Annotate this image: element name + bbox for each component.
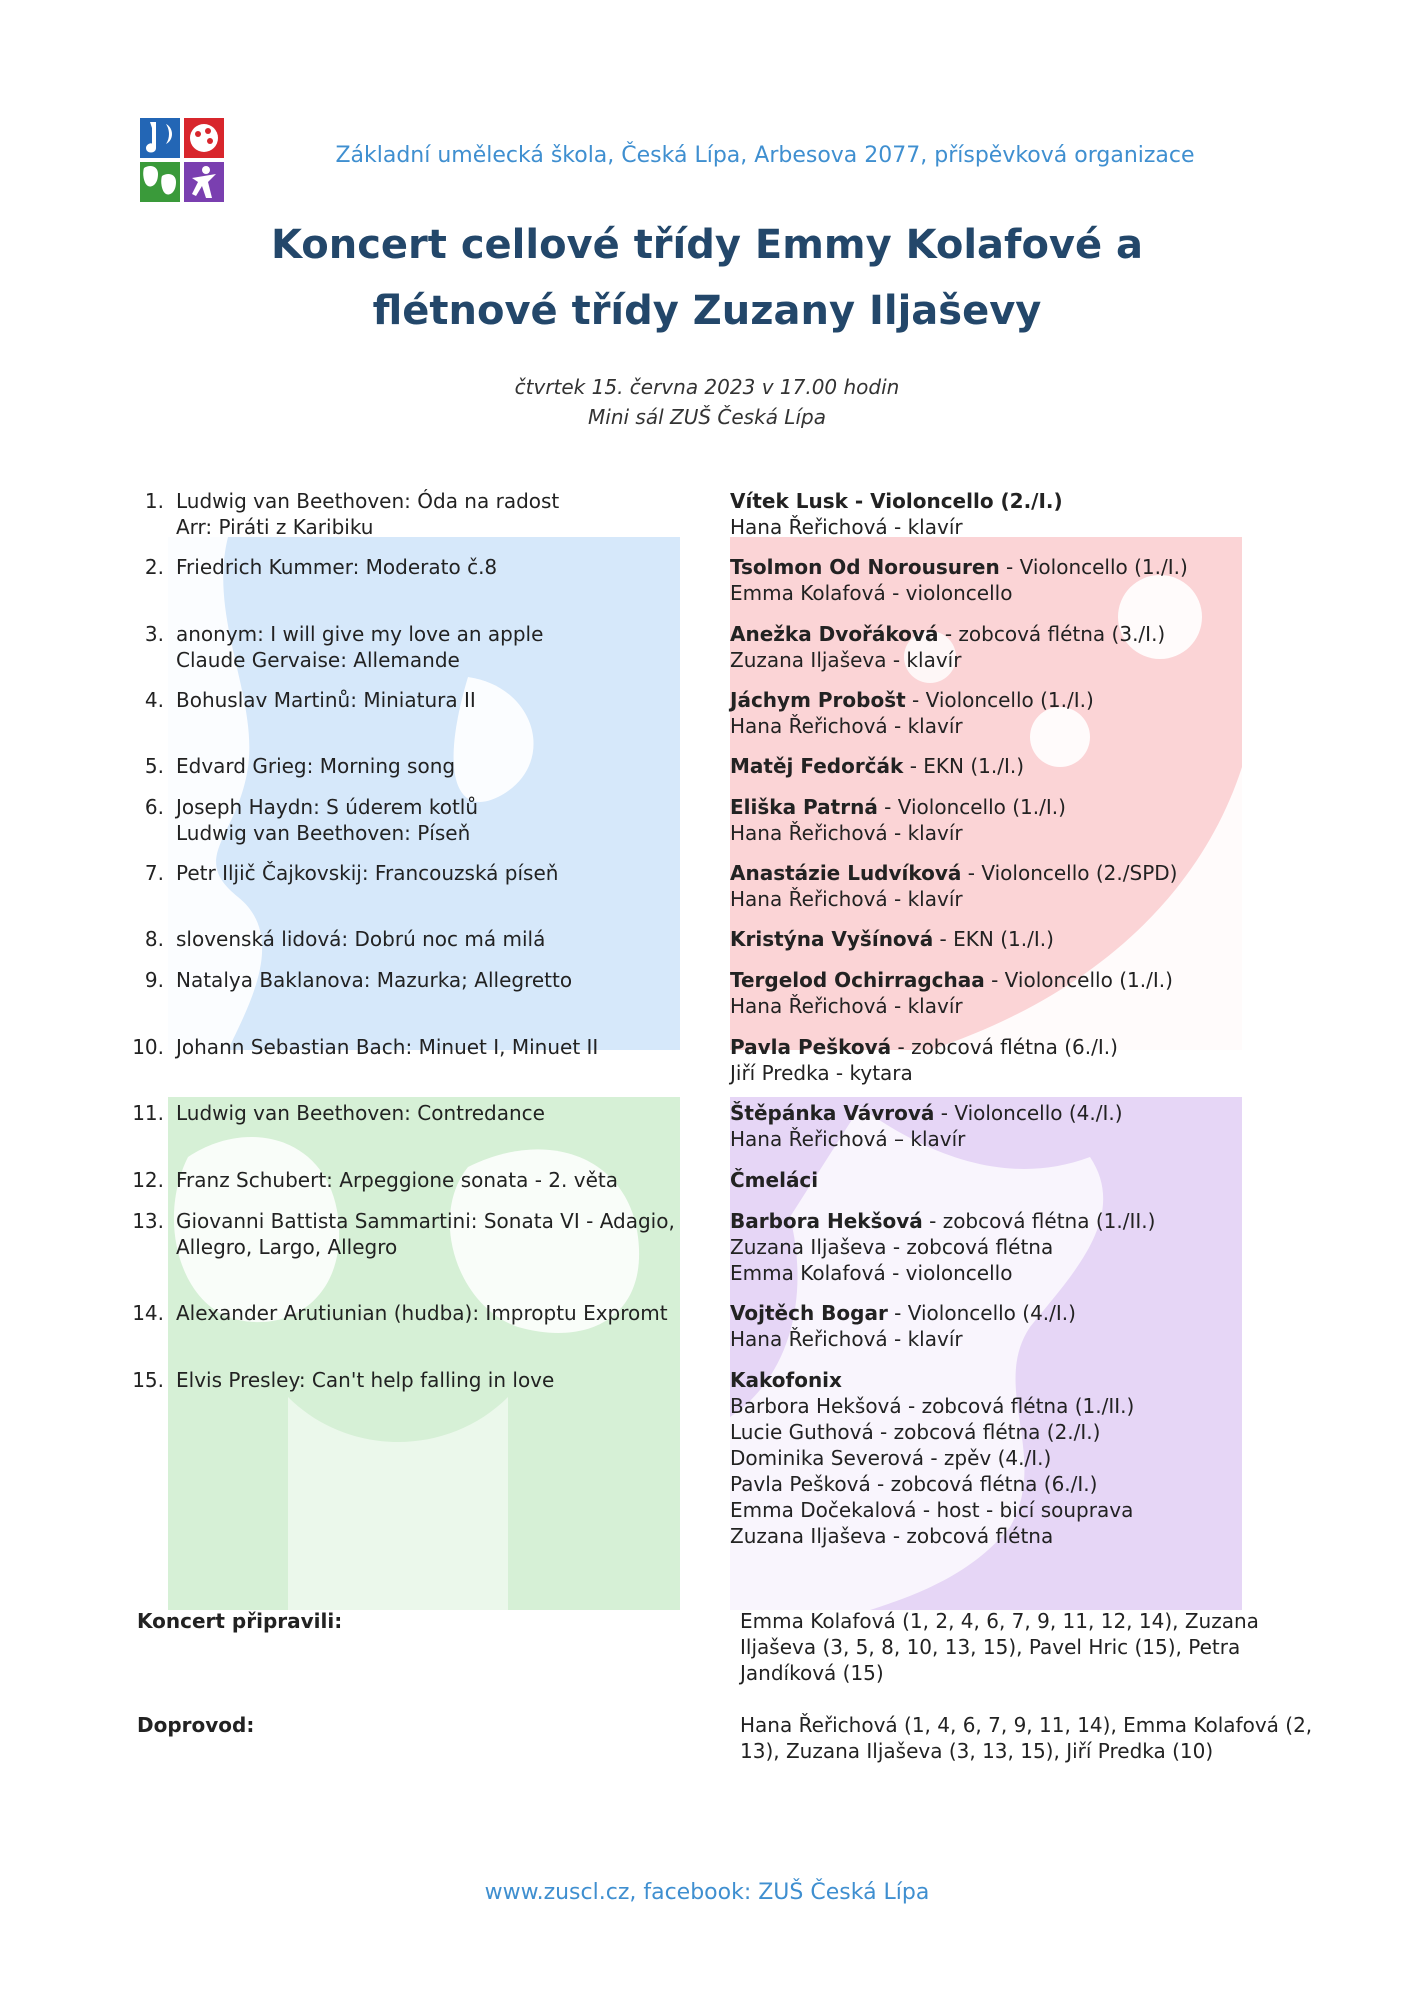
item-performers bbox=[730, 488, 1260, 540]
performer-line bbox=[730, 926, 1260, 952]
performer-detail: Pavla Pešková - zobcová flétna (6./I.) bbox=[730, 1472, 1098, 1496]
item-number: 9. bbox=[144, 968, 164, 992]
piece-line: Giovanni Battista Sammartini: Sonata VI - Adagio, bbox=[176, 1209, 675, 1233]
item-number: 2. bbox=[144, 555, 164, 579]
performer-line bbox=[730, 554, 1260, 580]
performer-line bbox=[730, 1300, 1260, 1326]
performer-line bbox=[730, 1367, 1260, 1393]
piece-line: Natalya Baklanova: Mazurka; Allegretto bbox=[176, 968, 573, 992]
accompaniment-label: Doprovod: bbox=[137, 1713, 255, 1737]
performer-name: Štěpánka Vávrová bbox=[730, 1101, 935, 1125]
credit-line: Iljaševa (3, 5, 8, 10, 13, 15), Pavel Hric (15), Petra bbox=[740, 1635, 1241, 1659]
performer-line bbox=[730, 1260, 1260, 1286]
performer-line bbox=[730, 1126, 1260, 1152]
credit-line: Jandíková (15) bbox=[740, 1661, 884, 1685]
item-piece bbox=[176, 753, 696, 779]
piece-line: Ludwig van Beethoven: Píseň bbox=[176, 821, 471, 845]
title-line-2: flétnové třídy Zuzany Iljaševy bbox=[372, 288, 1042, 334]
performer-name: Eliška Patrná bbox=[730, 795, 878, 819]
item-piece bbox=[176, 687, 696, 713]
performer-detail: - Violoncello (1./I.) bbox=[999, 555, 1188, 579]
item-performers bbox=[730, 687, 1260, 739]
performer-line bbox=[730, 993, 1260, 1019]
performer-line bbox=[730, 1326, 1260, 1352]
item-piece bbox=[176, 1367, 696, 1393]
school-logo bbox=[140, 118, 224, 202]
performer-name: Jáchym Probošt bbox=[730, 688, 906, 712]
item-performers bbox=[730, 967, 1260, 1019]
performer-detail: - Violoncello (1./I.) bbox=[905, 688, 1094, 712]
performer-line bbox=[730, 1445, 1260, 1471]
performer-name: Čmeláci bbox=[730, 1168, 819, 1192]
palette-logo-icon bbox=[184, 118, 224, 158]
performer-detail: - Violoncello (4./I.) bbox=[887, 1301, 1076, 1325]
performer-line bbox=[730, 860, 1260, 886]
performer-line bbox=[730, 488, 1260, 514]
performer-detail: Dominika Severová - zpěv (4./I.) bbox=[730, 1446, 1052, 1470]
item-piece bbox=[176, 1034, 696, 1060]
item-number: 15. bbox=[132, 1368, 164, 1392]
performer-line bbox=[730, 886, 1260, 912]
performer-line bbox=[730, 514, 1260, 540]
footer-links[interactable]: www.zuscl.cz, facebook: ZUŠ Česká Lípa bbox=[484, 1880, 930, 1905]
item-number: 1. bbox=[144, 489, 164, 513]
item-number: 5. bbox=[144, 754, 164, 778]
performer-name: Anastázie Ludvíková bbox=[730, 861, 962, 885]
item-performers bbox=[730, 794, 1260, 846]
performer-detail: - Violoncello (1./I.) bbox=[984, 968, 1173, 992]
item-performers bbox=[730, 1100, 1260, 1152]
performer-name: Vojtěch Bogar bbox=[730, 1301, 888, 1325]
performer-line bbox=[730, 1471, 1260, 1497]
item-piece bbox=[176, 1100, 696, 1126]
masks-logo-icon bbox=[140, 162, 180, 202]
performer-name: Vítek Lusk - Violoncello (2./I.) bbox=[730, 489, 1063, 513]
title-line-1: Koncert cellové třídy Emmy Kolafové a bbox=[270, 222, 1144, 268]
credit-line: Emma Kolafová (1, 2, 4, 6, 7, 9, 11, 12, 14), Zuzana bbox=[740, 1609, 1259, 1633]
performer-line bbox=[730, 1100, 1260, 1126]
performer-name: Tergelod Ochirragchaa bbox=[730, 968, 985, 992]
performer-line bbox=[730, 647, 1260, 673]
performer-name: Barbora Hekšová bbox=[730, 1209, 923, 1233]
performer-detail: Hana Řeřichová - klavír bbox=[730, 887, 963, 911]
performer-line bbox=[730, 1060, 1260, 1086]
prepared-by bbox=[740, 1608, 1300, 1686]
performer-detail: - Violoncello (1./I.) bbox=[877, 795, 1066, 819]
item-piece bbox=[176, 1208, 696, 1260]
item-piece bbox=[176, 554, 696, 580]
item-number: 12. bbox=[132, 1168, 164, 1192]
performer-line bbox=[730, 1234, 1260, 1260]
item-performers bbox=[730, 753, 1260, 779]
performer-detail: Hana Řeřichová – klavír bbox=[730, 1127, 966, 1151]
performer-name: Anežka Dvořáková bbox=[730, 622, 939, 646]
performer-line bbox=[730, 1167, 1260, 1193]
performer-line bbox=[730, 687, 1260, 713]
item-piece bbox=[176, 1300, 696, 1326]
piece-line: Arr: Piráti z Karibiku bbox=[176, 515, 374, 539]
music-logo-icon bbox=[140, 118, 180, 158]
performer-detail: Hana Řeřichová - klavír bbox=[730, 515, 963, 539]
accompaniment bbox=[740, 1712, 1340, 1764]
item-performers bbox=[730, 1300, 1260, 1352]
item-piece bbox=[176, 621, 696, 673]
piece-line: Joseph Haydn: S úderem kotlů bbox=[176, 795, 479, 819]
piece-line: Ludwig van Beethoven: Óda na radost bbox=[176, 489, 560, 513]
item-number: 6. bbox=[144, 795, 164, 819]
piece-line: Johann Sebastian Bach: Minuet I, Minuet II bbox=[176, 1035, 599, 1059]
item-piece bbox=[176, 1167, 696, 1193]
item-number: 11. bbox=[132, 1101, 164, 1125]
performer-detail: - Violoncello (2./SPD) bbox=[961, 861, 1178, 885]
piece-line: Ludwig van Beethoven: Contredance bbox=[176, 1101, 545, 1125]
item-piece bbox=[176, 860, 696, 886]
piece-line: Claude Gervaise: Allemande bbox=[176, 648, 460, 672]
performer-detail: Emma Dočekalová - host - bicí souprava bbox=[730, 1498, 1134, 1522]
credit-line: Hana Řeřichová (1, 4, 6, 7, 9, 11, 14), Emma Kolafová (2, bbox=[740, 1713, 1313, 1737]
piece-line: Franz Schubert: Arpeggione sonata - 2. věta bbox=[176, 1168, 618, 1192]
performer-name: Tsolmon Od Norousuren bbox=[730, 555, 1000, 579]
school-name: Základní umělecká škola, Česká Lípa, Arbesova 2077, příspěvková organizace bbox=[335, 143, 1195, 168]
event-venue: Mini sál ZUŠ Česká Lípa bbox=[588, 405, 826, 429]
item-piece bbox=[176, 926, 696, 952]
item-number: 14. bbox=[132, 1301, 164, 1325]
piece-line: Alexander Arutiunian (hudba): Improptu Expromt bbox=[176, 1301, 668, 1325]
performer-detail: Hana Řeřichová - klavír bbox=[730, 1327, 963, 1351]
performer-name: Kristýna Vyšínová bbox=[730, 927, 934, 951]
item-performers bbox=[730, 1367, 1260, 1549]
performer-line bbox=[730, 1208, 1260, 1234]
item-performers bbox=[730, 926, 1260, 952]
performer-detail: - zobcová flétna (1./II.) bbox=[922, 1209, 1156, 1233]
performer-name: Matěj Fedorčák bbox=[730, 754, 904, 778]
performer-line bbox=[730, 820, 1260, 846]
performer-name: Pavla Pešková bbox=[730, 1035, 892, 1059]
piece-line: Allegro, Largo, Allegro bbox=[176, 1235, 398, 1259]
item-performers bbox=[730, 554, 1260, 606]
performer-detail: - EKN (1./I.) bbox=[933, 927, 1054, 951]
performer-line bbox=[730, 713, 1260, 739]
credit-line: 13), Zuzana Iljaševa (3, 13, 15), Jiří Predka (10) bbox=[740, 1739, 1214, 1763]
performer-line bbox=[730, 580, 1260, 606]
performer-line bbox=[730, 1034, 1260, 1060]
performer-detail: Emma Kolafová - violoncello bbox=[730, 581, 1013, 605]
performer-line bbox=[730, 1393, 1260, 1419]
performer-detail: Zuzana Iljaševa - zobcová flétna bbox=[730, 1235, 1054, 1259]
piece-line: anonym: I will give my love an apple bbox=[176, 622, 544, 646]
item-number: 4. bbox=[144, 688, 164, 712]
item-performers bbox=[730, 1034, 1260, 1086]
piece-line: Edvard Grieg: Morning song bbox=[176, 754, 456, 778]
event-date: čtvrtek 15. června 2023 v 17.00 hodin bbox=[514, 375, 900, 399]
performer-detail: Zuzana Iljaševa - zobcová flétna bbox=[730, 1524, 1054, 1548]
performer-line bbox=[730, 967, 1260, 993]
item-performers bbox=[730, 1167, 1260, 1193]
performer-detail: Jiří Predka - kytara bbox=[730, 1061, 913, 1085]
item-piece bbox=[176, 967, 696, 993]
piece-line: Elvis Presley: Can't help falling in love bbox=[176, 1368, 555, 1392]
item-performers bbox=[730, 621, 1260, 673]
item-number: 13. bbox=[132, 1209, 164, 1233]
item-number: 10. bbox=[132, 1035, 164, 1059]
performer-line bbox=[730, 1419, 1260, 1445]
performer-line bbox=[730, 621, 1260, 647]
performer-detail: Emma Kolafová - violoncello bbox=[730, 1261, 1013, 1285]
performer-detail: - Violoncello (4./I.) bbox=[934, 1101, 1123, 1125]
performer-line bbox=[730, 1523, 1260, 1549]
performer-detail: Hana Řeřichová - klavír bbox=[730, 994, 963, 1018]
item-number: 3. bbox=[144, 622, 164, 646]
performer-line bbox=[730, 794, 1260, 820]
item-performers bbox=[730, 1208, 1260, 1286]
item-performers bbox=[730, 860, 1260, 912]
performer-detail: Barbora Hekšová - zobcová flétna (1./II.) bbox=[730, 1394, 1135, 1418]
performer-detail: Zuzana Iljaševa - klavír bbox=[730, 648, 962, 672]
piece-line: slovenská lidová: Dobrú noc má milá bbox=[176, 927, 546, 951]
item-number: 8. bbox=[144, 927, 164, 951]
page-title bbox=[120, 212, 1294, 344]
prepared-label: Koncert připravili: bbox=[137, 1609, 343, 1633]
performer-detail: Hana Řeřichová - klavír bbox=[730, 821, 963, 845]
performer-detail: Hana Řeřichová - klavír bbox=[730, 714, 963, 738]
event-details bbox=[200, 372, 1214, 432]
performer-name: Kakofonix bbox=[730, 1368, 842, 1392]
performer-detail: - EKN (1./I.) bbox=[903, 754, 1025, 778]
performer-detail: - zobcová flétna (3./I.) bbox=[938, 622, 1166, 646]
performer-line bbox=[730, 1497, 1260, 1523]
performer-detail: Lucie Guthová - zobcová flétna (2./I.) bbox=[730, 1420, 1101, 1444]
piece-line: Petr Iljič Čajkovskij: Francouzská píseň bbox=[176, 861, 559, 885]
performer-detail: - zobcová flétna (6./I.) bbox=[891, 1035, 1118, 1059]
item-piece bbox=[176, 794, 696, 846]
item-piece bbox=[176, 488, 696, 540]
item-number: 7. bbox=[144, 861, 164, 885]
performer-line bbox=[730, 753, 1260, 779]
piece-line: Bohuslav Martinů: Miniatura II bbox=[176, 688, 476, 712]
dance-logo-icon bbox=[184, 162, 224, 202]
piece-line: Friedrich Kummer: Moderato č.8 bbox=[176, 555, 498, 579]
